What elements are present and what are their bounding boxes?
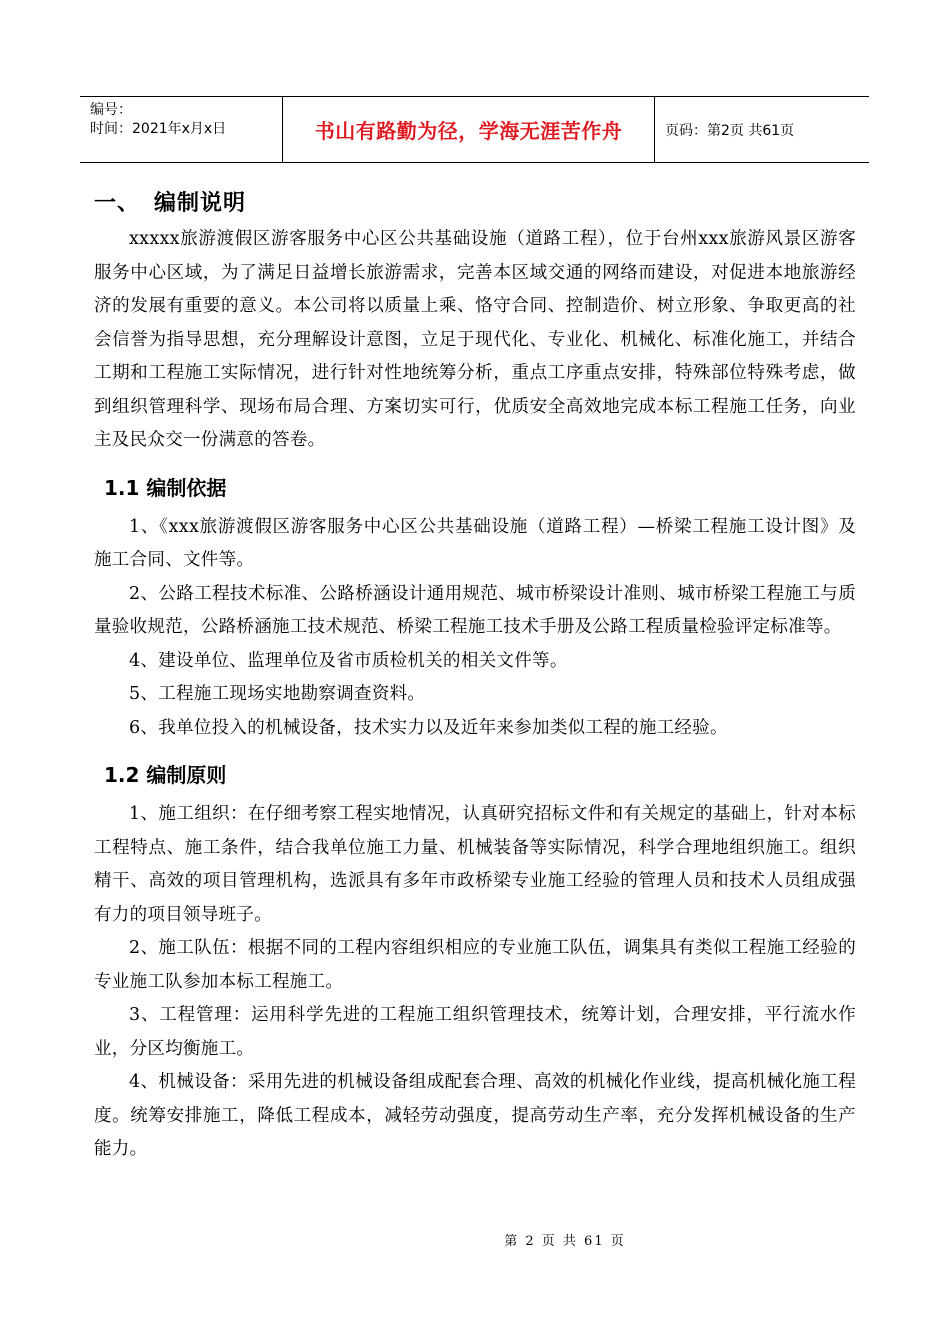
document-body [94,176,856,1167]
intro-paragraph: xxxxx旅游渡假区游客服务中心区公共基础设施（道路工程），位于台州xxx旅游风景区游客服务中心区域，为了满足日益增长旅游需求，完善本区域交通的网络而建设，对促进本地旅游经济的发展有重要的意义。本公司将以质量上乘、恪守合同、控制造价、树立形象、争取更高的社会信誉为指导思想，充分理解设计意图，立足于现代化、专业化、机械化、标准化施工，并结合工期和工程施工实际情况，进行针对性地统筹分析，重点工序重点安排，特殊部位特殊考虑，做到组织管理科学、现场布局合理、方案切实可行，优质安全高效地完成本标工程施工任务，向业主及民众交一份满意的答卷。 [94,229,856,450]
principle-item: 3、工程管理：运用科学先进的工程施工组织管理技术，统筹计划，合理安排，平行流水作业，分区均衡施工。 [94,1005,856,1059]
principle-item: 2、施工队伍：根据不同的工程内容组织相应的专业施工队伍，调集具有类似工程施工经验的专业施工队参加本标工程施工。 [94,938,856,992]
basis-item: 5、工程施工现场实地勘察调查资料。 [129,684,426,704]
header-motto: 书山有路勤为径，学海无涯苦作舟 [282,97,655,162]
subsection-heading-principles: 1.2 编制原则 [104,763,227,787]
basis-item: 6、我单位投入的机械设备，技术实力以及近年来参加类似工程的施工经验。 [129,717,728,738]
header-meta [80,97,282,162]
doc-date: 时间：2021年x月x日 [90,121,227,137]
doc-number: 编号： [90,102,132,118]
page-footer: 第 2 页 共 61 页 [504,1234,626,1249]
section-title: 编制说明 [154,191,247,216]
principle-item: 1、施工组织：在仔细考察工程实地情况，认真研究招标文件和有关规定的基础上，针对本标工程特点、施工条件，结合我单位施工力量、机械装备等实际情况，科学合理地组织施工。组织精干、高效的项目管理机构，选派具有多年市政桥梁专业施工经验的管理人员和技术人员组成强有力的项目领导班子。 [94,804,856,925]
basis-item: 2、公路工程技术标准、公路桥涵设计通用规范、城市桥梁设计准则、城市桥梁工程施工与质量验收规范，公路桥涵施工技术规范、桥梁工程施工技术手册及公路工程质量检验评定标准等。 [94,583,856,637]
header-page-info: 页码：第2页 共61页 [665,122,795,139]
principle-item: 4、机械设备：采用先进的机械设备组成配套合理、高效的机械化作业线，提高机械化施工程度。统筹安排施工，降低工程成本，减轻劳动强度，提高劳动生产率，充分发挥机械设备的生产能力。 [94,1072,856,1159]
basis-item: 4、建设单位、监理单位及省市质检机关的相关文件等。 [129,650,568,671]
section-number: 一、 [94,191,141,216]
basis-item: 1、《xxx旅游渡假区游客服务中心区公共基础设施（道路工程）—桥梁工程施工设计图》及施工合同、文件等。 [94,516,856,570]
subsection-heading-basis: 1.1 编制依据 [104,475,227,500]
section-heading [94,186,856,217]
page-header [80,96,869,163]
